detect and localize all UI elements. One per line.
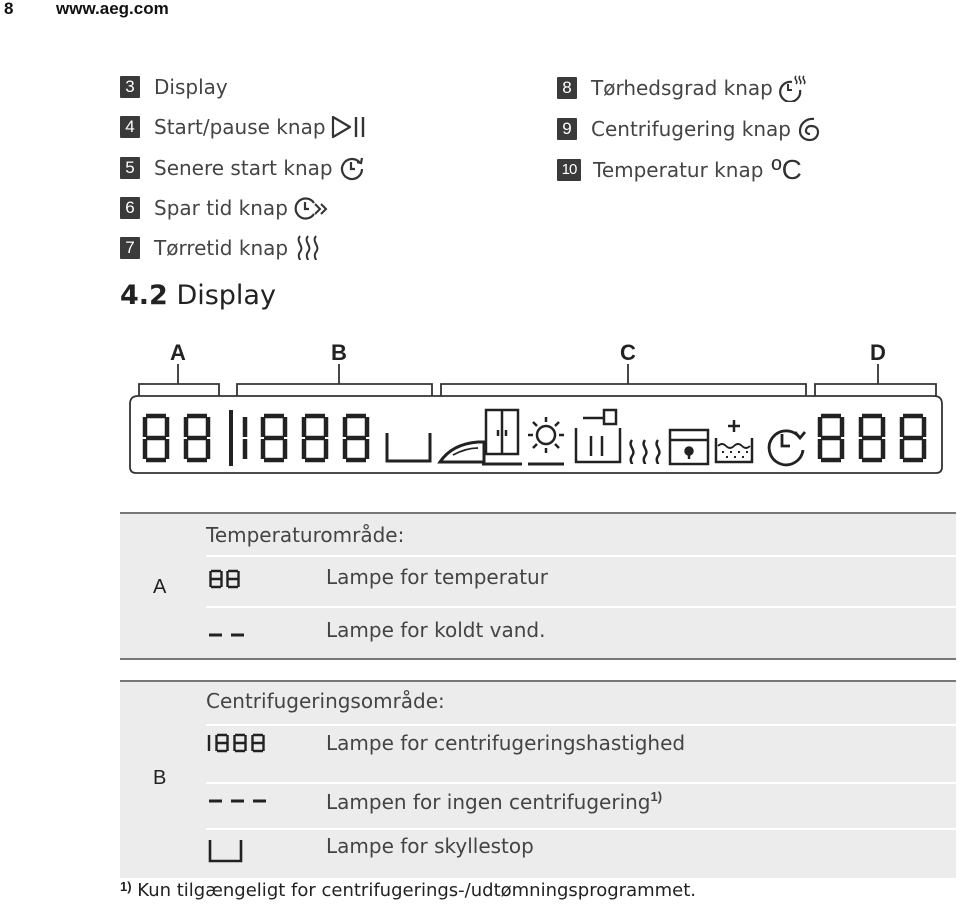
legend-number: 5	[120, 157, 140, 179]
four-digit-icon	[206, 732, 276, 758]
row-letter: B	[153, 767, 167, 789]
legend-label: Display	[154, 75, 228, 99]
item-text: Lampe for skyllestop	[326, 834, 534, 858]
legend-label: Tørhedsgrad knap	[591, 76, 773, 100]
legend-item-start-pause	[120, 115, 371, 139]
row-letter: A	[153, 576, 167, 598]
item-text-main: Lampen for ingen centrifugering	[326, 790, 651, 814]
table-section-b	[120, 680, 956, 878]
region-letter-b: B	[331, 340, 347, 365]
delay-start-icon	[338, 155, 368, 181]
item-text: Lampe for temperatur	[326, 565, 548, 589]
legend-number: 10	[557, 159, 581, 181]
legend-item-dryness	[557, 76, 808, 100]
legend-number: 7	[120, 237, 140, 259]
section-heading: Display	[176, 280, 276, 311]
legend-item-delay-start	[120, 156, 368, 180]
two-dash-icon	[208, 630, 248, 640]
spin-icon	[796, 116, 824, 142]
region-brackets	[139, 364, 936, 398]
legend-item-time-save	[120, 196, 329, 220]
legend-label: Start/pause knap	[154, 115, 326, 139]
rinse-hold-icon	[208, 838, 244, 864]
region-letter-d: D	[870, 340, 886, 365]
table-section-a	[120, 512, 956, 660]
row-heading: Temperaturområde:	[206, 523, 405, 547]
legend-label: Senere start knap	[154, 156, 333, 180]
website-url: www.aeg.com	[56, 0, 169, 18]
legend-label: Temperatur knap	[593, 158, 764, 182]
legend-number: 9	[557, 118, 577, 140]
footnote	[120, 880, 696, 901]
legend-item-display	[120, 75, 228, 99]
item-text	[326, 790, 662, 814]
region-letter-a: A	[170, 340, 186, 365]
time-save-icon	[293, 195, 329, 221]
legend-item-temperature	[557, 154, 802, 185]
item-text: Lampe for centrifugeringshastighed	[326, 731, 686, 755]
section-title	[120, 280, 276, 311]
footnote-text: Kun tilgængeligt for centrifugerings-/udtømningsprogrammet.	[137, 880, 697, 901]
display-panel-diagram	[0, 360, 960, 480]
row-heading: Centrifugeringsområde:	[206, 689, 445, 713]
legend-number: 6	[120, 197, 140, 219]
item-text: Lampe for koldt vand.	[326, 618, 546, 642]
legend-item-spin	[557, 117, 824, 141]
temperature-icon: ºC	[771, 154, 802, 185]
legend-label: Spar tid knap	[154, 196, 288, 220]
dryness-level-icon	[778, 74, 808, 102]
section-number: 4.2	[120, 280, 168, 311]
drying-time-icon	[293, 234, 323, 262]
legend-number: 4	[120, 116, 140, 138]
play-pause-icon	[331, 114, 371, 140]
two-digit-icon	[208, 568, 244, 592]
legend-number: 8	[557, 77, 577, 99]
legend-item-drying-time	[120, 236, 323, 260]
legend-number: 3	[120, 76, 140, 98]
footnote-marker: 1)	[120, 879, 132, 894]
footnote-marker: 1)	[650, 789, 663, 804]
legend-label: Centrifugering knap	[591, 117, 791, 141]
page-number: 8	[4, 0, 14, 18]
region-letter-c: C	[620, 340, 636, 365]
legend-label: Tørretid knap	[154, 236, 289, 260]
three-dash-icon	[208, 796, 268, 806]
